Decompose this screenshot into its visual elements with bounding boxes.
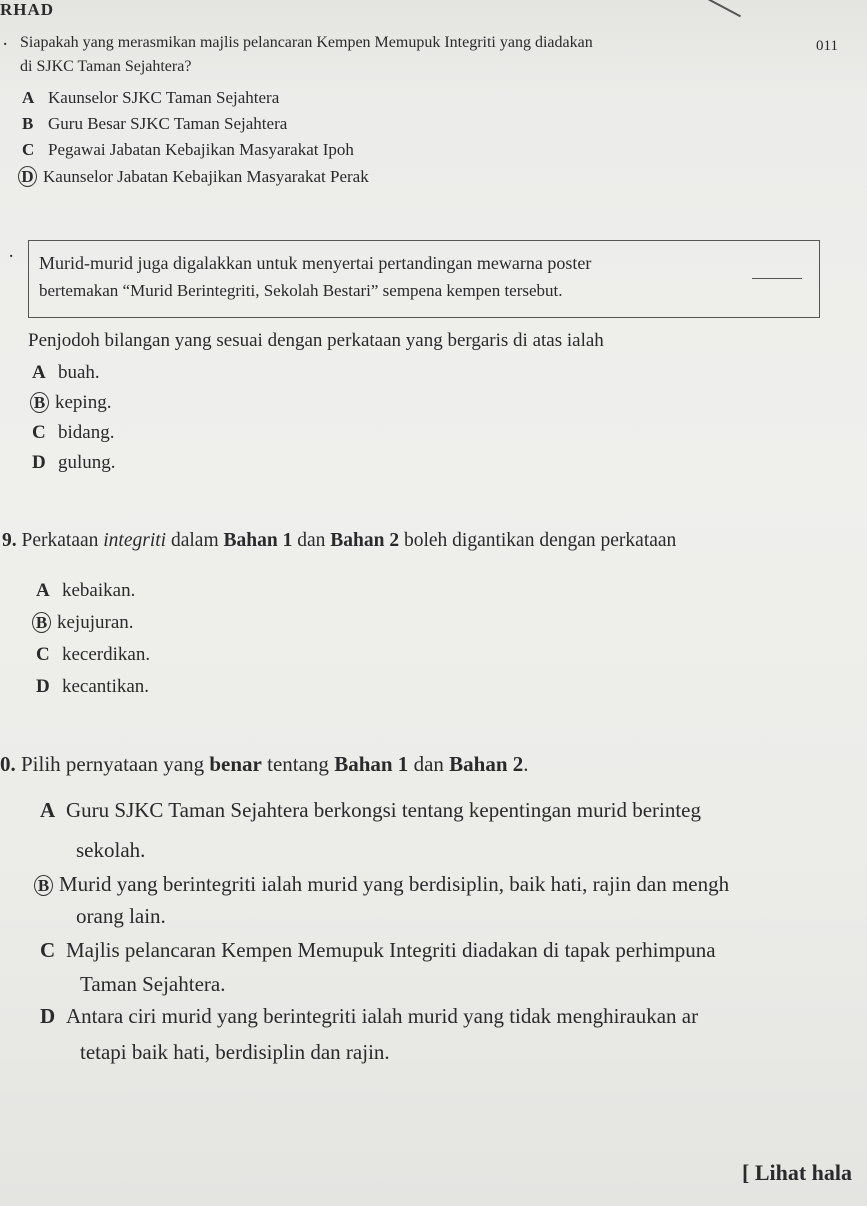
option-key: A [22,88,35,107]
option-text: Antara ciri murid yang berintegriti ialah murid yang tidak menghiraukan ar [66,1004,699,1028]
option-d[interactable] [32,452,116,474]
option-c[interactable] [36,644,150,666]
option-b-cont: orang lain. [76,904,166,928]
question-prev-number: · [2,34,9,55]
option-d[interactable] [36,676,149,698]
option-b-selected[interactable] [34,872,729,897]
option-d[interactable] [40,1004,698,1029]
question-number: 9. [2,530,17,551]
option-a[interactable] [36,580,135,602]
option-b-selected[interactable] [30,392,111,414]
question-prev-line1: Siapakah yang merasmikan majlis pelancaran Kempen Memupuk Integriti yang diadakan [20,34,593,51]
stimulus-line2: bertemakan “Murid Berintegriti, Sekolah Bestari” sempena kempen tersebut. [39,281,563,300]
option-c[interactable] [40,938,716,963]
option-b-selected[interactable] [32,612,134,634]
option-a[interactable] [32,362,100,384]
option-text: kejujuran. [57,612,134,633]
page-number: 011 [816,38,838,54]
option-text: Guru SJKC Taman Sejahtera berkongsi tentang kepentingan murid berinteg [66,798,701,822]
option-key: A [36,580,50,601]
option-text: Pegawai Jabatan Kebajikan Masyarakat Ipoh [48,140,354,159]
option-key: C [40,938,56,962]
option-key: B [22,114,34,133]
option-text: Majlis pelancaran Kempen Memupuk Integriti diadakan di tapak perhimpuna [66,938,716,962]
option-key: D [32,452,46,473]
option-c[interactable] [32,422,114,444]
option-text: buah. [58,362,100,383]
option-key: A [40,798,56,822]
stimulus-box [28,240,820,318]
question-text: Pilih pernyataan yang benar tentang Bahan 1 dan Bahan 2. [21,752,529,776]
question-text: Perkataan integriti dalam Bahan 1 dan Bahan 2 boleh digantikan dengan perkataan [21,530,677,551]
option-text: bidang. [58,422,115,443]
option-key: A [32,362,46,383]
selected-answer-circle: B [32,612,51,633]
question-8-bullet: · [8,246,15,267]
option-key: C [32,422,46,443]
selected-answer-circle: D [18,166,37,187]
question-8-prompt: Penjodoh bilangan yang sesuai dengan perkataan yang bergaris di atas ialah [28,330,604,351]
pencil-mark [705,0,741,17]
stimulus-line1: Murid-murid juga digalakkan untuk menyertai pertandingan mewarna poster [39,253,592,273]
option-key: D [40,1004,56,1028]
question-prev-line2: di SJKC Taman Sejahtera? [20,58,192,75]
option-text: kecantikan. [62,676,150,697]
option-key: C [36,644,50,665]
option-key: D [36,676,50,697]
option-text: gulung. [58,452,116,473]
option-text: Kaunselor SJKC Taman Sejahtera [48,88,280,107]
option-text: Guru Besar SJKC Taman Sejahtera [48,114,288,133]
page-header-code: RHAD [0,0,55,19]
selected-answer-circle: B [34,875,53,896]
option-text: keping. [55,392,112,413]
option-text: Kaunselor Jabatan Kebajikan Masyarakat Perak [43,167,369,186]
question-number: 0. [0,752,16,776]
option-text: Murid yang berintegriti ialah murid yang berdisiplin, baik hati, rajin dan mengh [59,872,730,896]
option-a[interactable] [22,88,279,108]
option-b[interactable] [22,114,287,134]
question-9 [2,530,676,552]
option-d-selected[interactable] [18,166,369,187]
option-a[interactable] [40,798,701,823]
next-page-indicator: [ Lihat hala [742,1160,853,1185]
option-d-cont: tetapi baik hati, berdisiplin dan rajin. [80,1040,390,1064]
option-c[interactable] [22,140,354,160]
selected-answer-circle: B [30,392,49,413]
option-key: C [22,140,35,159]
question-10 [0,752,529,777]
option-a-cont: sekolah. [76,838,146,862]
option-text: kebaikan. [62,580,136,601]
option-c-cont: Taman Sejahtera. [80,972,226,996]
option-text: kecerdikan. [62,644,151,665]
underline-poster [752,278,802,279]
